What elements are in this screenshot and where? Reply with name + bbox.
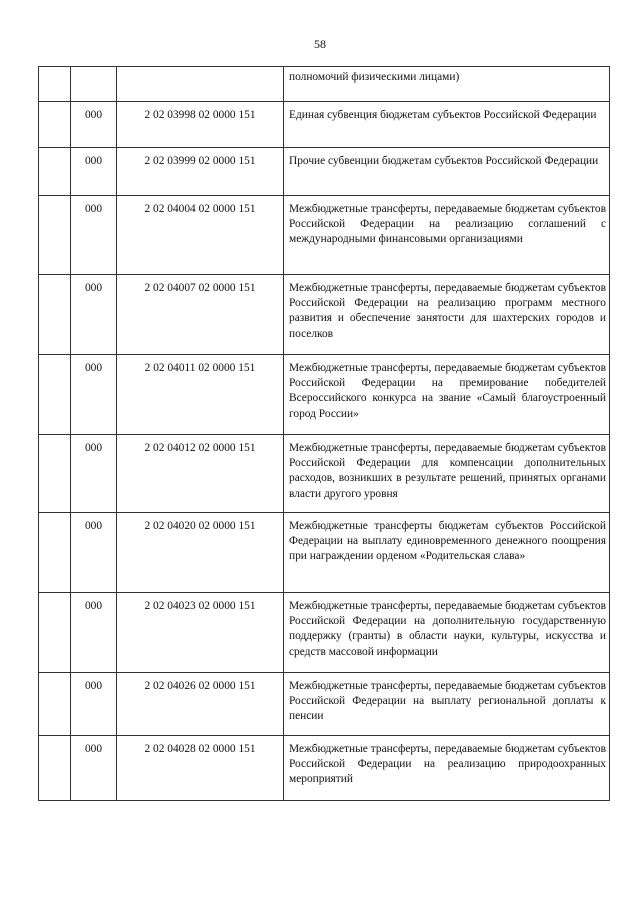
blank-cell: [39, 148, 71, 196]
budget-code-cell: 2 02 04026 02 0000 151: [117, 673, 284, 736]
budget-code-cell: 2 02 03998 02 0000 151: [117, 102, 284, 148]
admin-code-cell: 000: [71, 736, 117, 801]
admin-code-cell: 000: [71, 148, 117, 196]
table-row: [39, 593, 610, 673]
table-row: [39, 102, 610, 148]
blank-cell: [39, 513, 71, 593]
admin-code-cell: [71, 67, 117, 102]
budget-code-cell: 2 02 04020 02 0000 151: [117, 513, 284, 593]
budget-code-cell: 2 02 04023 02 0000 151: [117, 593, 284, 673]
admin-code-cell: 000: [71, 275, 117, 355]
blank-cell: [39, 435, 71, 513]
blank-cell: [39, 736, 71, 801]
table-row: [39, 355, 610, 435]
revenue-name-cell: Межбюджетные трансферты, передаваемые бюджетам субъектов Российской Федерации на реализацию соглашений с международными финансовыми организациями: [284, 196, 610, 275]
revenue-name-cell: Межбюджетные трансферты, передаваемые бюджетам субъектов Российской Федерации на дополнительную государственную поддержку (гранты) в области науки, культуры, искусства и средств массовой информации: [284, 593, 610, 673]
budget-code-cell: 2 02 04004 02 0000 151: [117, 196, 284, 275]
table-row: [39, 736, 610, 801]
blank-cell: [39, 196, 71, 275]
admin-code-cell: 000: [71, 513, 117, 593]
blank-cell: [39, 102, 71, 148]
revenue-name-cell: Межбюджетные трансферты, передаваемые бюджетам субъектов Российской Федерации на выплату региональной доплаты к пенсии: [284, 673, 610, 736]
budget-code-cell: 2 02 04007 02 0000 151: [117, 275, 284, 355]
revenue-name-cell: Межбюджетные трансферты, передаваемые бюджетам субъектов Российской Федерации для компенсации дополнительных расходов, возникших в результате решений, принятых органами власти другого уровня: [284, 435, 610, 513]
blank-cell: [39, 275, 71, 355]
budget-code-cell: 2 02 04012 02 0000 151: [117, 435, 284, 513]
admin-code-cell: 000: [71, 355, 117, 435]
revenue-name-cell: Единая субвенция бюджетам субъектов Российской Федерации: [284, 102, 610, 148]
revenue-name-cell: Межбюджетные трансферты, передаваемые бюджетам субъектов Российской Федерации на реализацию программ местного развития и обеспечение занятости для шахтерских городов и поселков: [284, 275, 610, 355]
budget-code-cell: [117, 67, 284, 102]
table-row: [39, 67, 610, 102]
revenue-name-cell: Прочие субвенции бюджетам субъектов Российской Федерации: [284, 148, 610, 196]
blank-cell: [39, 67, 71, 102]
table-row: [39, 148, 610, 196]
revenue-name-cell: Межбюджетные трансферты, передаваемые бюджетам субъектов Российской Федерации на премирование победителей Всероссийского конкурса на звание «Самый благоустроенный город России»: [284, 355, 610, 435]
budget-codes-table: [38, 66, 610, 801]
revenue-name-cell: Межбюджетные трансферты бюджетам субъектов Российской Федерации на выплату единовременного денежного поощрения при награждении орденом «Родительская слава»: [284, 513, 610, 593]
table-row: [39, 435, 610, 513]
blank-cell: [39, 593, 71, 673]
revenue-name-cell: полномочий физическими лицами): [284, 67, 610, 102]
admin-code-cell: 000: [71, 593, 117, 673]
admin-code-cell: 000: [71, 196, 117, 275]
revenue-name-cell: Межбюджетные трансферты, передаваемые бюджетам субъектов Российской Федерации на реализацию природоохранных мероприятий: [284, 736, 610, 801]
table-row: [39, 275, 610, 355]
page-number: 58: [314, 37, 326, 51]
budget-code-cell: 2 02 03999 02 0000 151: [117, 148, 284, 196]
budget-code-cell: 2 02 04028 02 0000 151: [117, 736, 284, 801]
table-row: [39, 196, 610, 275]
blank-cell: [39, 355, 71, 435]
admin-code-cell: 000: [71, 102, 117, 148]
budget-code-cell: 2 02 04011 02 0000 151: [117, 355, 284, 435]
admin-code-cell: 000: [71, 435, 117, 513]
blank-cell: [39, 673, 71, 736]
table-row: [39, 673, 610, 736]
table-row: [39, 513, 610, 593]
admin-code-cell: 000: [71, 673, 117, 736]
